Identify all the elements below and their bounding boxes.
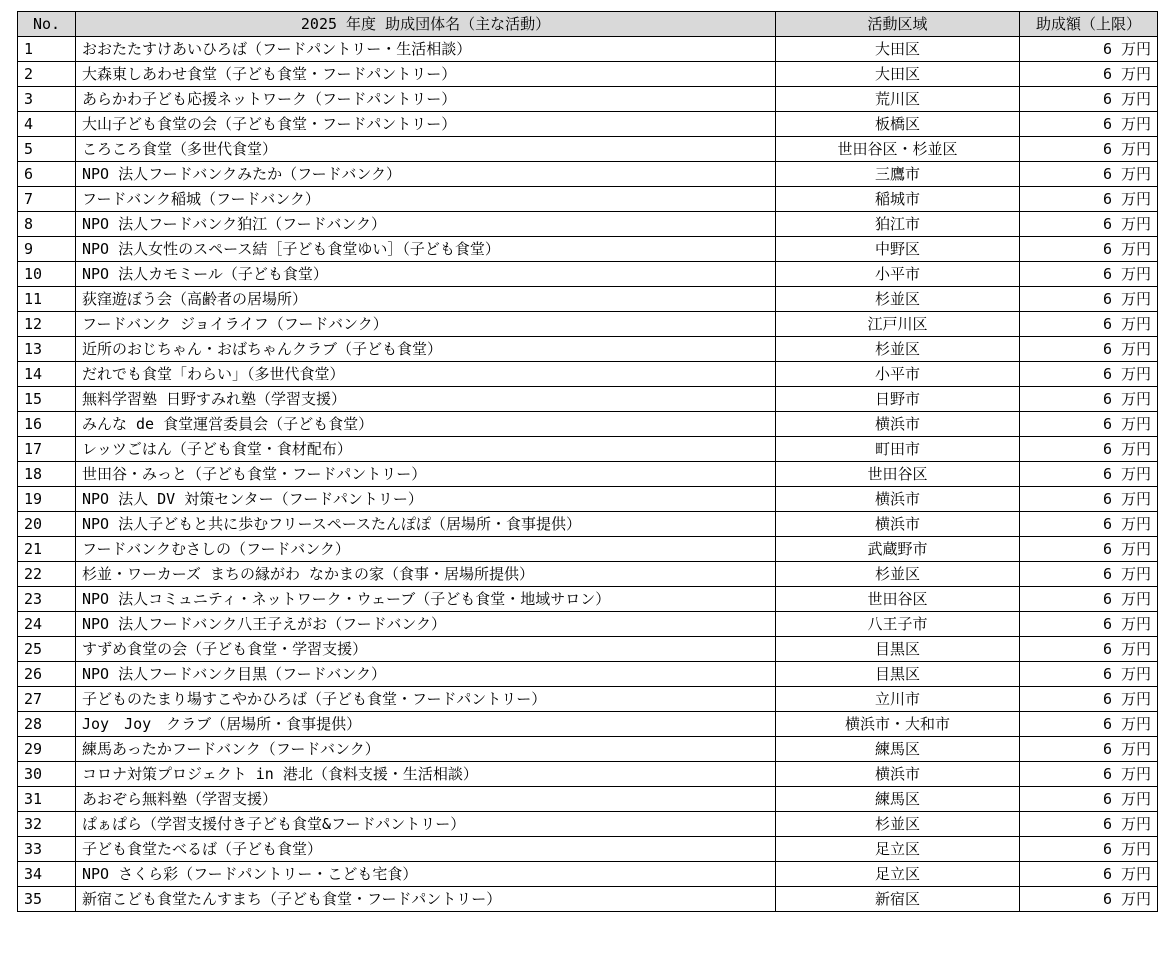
organization-name: フードバンク稲城（フードバンク） [76,187,776,212]
row-number: 7 [18,187,76,212]
row-number: 15 [18,387,76,412]
organization-name: みんな de 食堂運営委員会（子ども食堂） [76,412,776,437]
organization-name: 子ども食堂たべるば（子ども食堂） [76,837,776,862]
grant-amount: 6 万円 [1020,612,1158,637]
row-number: 21 [18,537,76,562]
activity-area: 江戸川区 [776,312,1020,337]
row-number: 4 [18,112,76,137]
grant-amount: 6 万円 [1020,287,1158,312]
table-row [18,62,1158,87]
table-row [18,337,1158,362]
organization-name: あおぞら無料塾（学習支援） [76,787,776,812]
row-number: 28 [18,712,76,737]
organization-name: Joy Joy クラブ（居場所・食事提供） [76,712,776,737]
row-number: 33 [18,837,76,862]
table-row [18,412,1158,437]
row-number: 9 [18,237,76,262]
grant-amount: 6 万円 [1020,837,1158,862]
organization-name: NPO 法人コミュニティ・ネットワーク・ウェーブ（子ども食堂・地域サロン） [76,587,776,612]
organization-name: フードバンクむさしの（フードバンク） [76,537,776,562]
activity-area: 板橋区 [776,112,1020,137]
grant-amount: 6 万円 [1020,387,1158,412]
row-number: 1 [18,37,76,62]
organization-name: だれでも食堂「わらい」（多世代食堂） [76,362,776,387]
organization-name: 近所のおじちゃん・おばちゃんクラブ（子ども食堂） [76,337,776,362]
grant-amount: 6 万円 [1020,137,1158,162]
activity-area: 大田区 [776,62,1020,87]
table-row [18,587,1158,612]
organization-name: あらかわ子ども応援ネットワーク（フードパントリー） [76,87,776,112]
table-body [18,37,1158,912]
organization-name: ぱぁぱら（学習支援付き子ども食堂&フードパントリー） [76,812,776,837]
activity-area: 杉並区 [776,337,1020,362]
grant-amount: 6 万円 [1020,512,1158,537]
grant-amount: 6 万円 [1020,637,1158,662]
organization-name: 新宿こども食堂たんすまち（子ども食堂・フードパントリー） [76,887,776,912]
activity-area: 荒川区 [776,87,1020,112]
organization-name: 練馬あったかフードバンク（フードバンク） [76,737,776,762]
row-number: 13 [18,337,76,362]
grant-amount: 6 万円 [1020,212,1158,237]
row-number: 30 [18,762,76,787]
grant-amount: 6 万円 [1020,87,1158,112]
organization-name: 荻窪遊ぼう会（高齢者の居場所） [76,287,776,312]
table-row [18,662,1158,687]
activity-area: 稲城市 [776,187,1020,212]
activity-area: 小平市 [776,262,1020,287]
row-number: 5 [18,137,76,162]
header-row [18,12,1158,37]
row-number: 16 [18,412,76,437]
grant-amount: 6 万円 [1020,162,1158,187]
activity-area: 中野区 [776,237,1020,262]
activity-area: 町田市 [776,437,1020,462]
row-number: 8 [18,212,76,237]
row-number: 26 [18,662,76,687]
activity-area: 世田谷区・杉並区 [776,137,1020,162]
organization-name: NPO 法人フードバンク八王子えがお（フードバンク） [76,612,776,637]
row-number: 22 [18,562,76,587]
grant-amount: 6 万円 [1020,812,1158,837]
organization-name: NPO 法人フードバンクみたか（フードバンク） [76,162,776,187]
organization-name: NPO 法人フードバンク狛江（フードバンク） [76,212,776,237]
row-number: 11 [18,287,76,312]
row-number: 27 [18,687,76,712]
row-number: 3 [18,87,76,112]
activity-area: 横浜市 [776,412,1020,437]
table-row [18,537,1158,562]
grant-amount: 6 万円 [1020,537,1158,562]
organization-name: NPO 法人女性のスペース結［子ども食堂ゆい］（子ども食堂） [76,237,776,262]
table-row [18,237,1158,262]
grant-amount: 6 万円 [1020,587,1158,612]
activity-area: 足立区 [776,837,1020,862]
organization-name: 杉並・ワーカーズ まちの縁がわ なかまの家（食事・居場所提供） [76,562,776,587]
organization-name: おおたたすけあいひろば（フードパントリー・生活相談） [76,37,776,62]
table-row [18,562,1158,587]
organization-name: NPO 法人子どもと共に歩むフリースペースたんぽぽ（居場所・食事提供） [76,512,776,537]
organization-name: レッツごはん（子ども食堂・食材配布） [76,437,776,462]
activity-area: 足立区 [776,862,1020,887]
table-row [18,312,1158,337]
table-row [18,187,1158,212]
organization-name: コロナ対策プロジェクト in 港北（食料支援・生活相談） [76,762,776,787]
grant-amount: 6 万円 [1020,312,1158,337]
activity-area: 武蔵野市 [776,537,1020,562]
activity-area: 杉並区 [776,562,1020,587]
table-row [18,37,1158,62]
activity-area: 三鷹市 [776,162,1020,187]
grant-amount: 6 万円 [1020,62,1158,87]
organization-name: NPO 法人 DV 対策センター（フードパントリー） [76,487,776,512]
table-row [18,837,1158,862]
table-row [18,287,1158,312]
activity-area: 練馬区 [776,737,1020,762]
activity-area: 横浜市 [776,512,1020,537]
grant-amount: 6 万円 [1020,687,1158,712]
header-activity-area: 活動区域 [776,12,1020,37]
row-number: 24 [18,612,76,637]
grant-amount: 6 万円 [1020,37,1158,62]
row-number: 10 [18,262,76,287]
grant-amount: 6 万円 [1020,462,1158,487]
row-number: 34 [18,862,76,887]
table-row [18,637,1158,662]
organization-name: NPO さくら彩（フードパントリー・こども宅食） [76,862,776,887]
row-number: 18 [18,462,76,487]
row-number: 32 [18,812,76,837]
organization-name: 大森東しあわせ食堂（子ども食堂・フードパントリー） [76,62,776,87]
row-number: 25 [18,637,76,662]
row-number: 17 [18,437,76,462]
table-row [18,862,1158,887]
activity-area: 小平市 [776,362,1020,387]
table-header [18,12,1158,37]
table-row [18,512,1158,537]
activity-area: 世田谷区 [776,587,1020,612]
row-number: 2 [18,62,76,87]
table-row [18,387,1158,412]
table-row [18,812,1158,837]
activity-area: 横浜市 [776,487,1020,512]
header-no: No. [18,12,76,37]
row-number: 12 [18,312,76,337]
activity-area: 横浜市・大和市 [776,712,1020,737]
table-row [18,262,1158,287]
grant-amount: 6 万円 [1020,487,1158,512]
row-number: 14 [18,362,76,387]
organization-name: フードバンク ジョイライフ（フードバンク） [76,312,776,337]
table-row [18,362,1158,387]
table-row [18,212,1158,237]
table-row [18,112,1158,137]
grant-amount: 6 万円 [1020,437,1158,462]
table-row [18,787,1158,812]
grant-amount: 6 万円 [1020,737,1158,762]
activity-area: 狛江市 [776,212,1020,237]
activity-area: 杉並区 [776,812,1020,837]
activity-area: 八王子市 [776,612,1020,637]
grant-amount: 6 万円 [1020,187,1158,212]
activity-area: 横浜市 [776,762,1020,787]
table-row [18,687,1158,712]
table-row [18,712,1158,737]
row-number: 29 [18,737,76,762]
table-row [18,462,1158,487]
row-number: 35 [18,887,76,912]
table-row [18,137,1158,162]
organization-name: NPO 法人フードバンク目黒（フードバンク） [76,662,776,687]
organization-name: ころころ食堂（多世代食堂） [76,137,776,162]
row-number: 6 [18,162,76,187]
row-number: 31 [18,787,76,812]
row-number: 20 [18,512,76,537]
grant-amount: 6 万円 [1020,887,1158,912]
activity-area: 目黒区 [776,637,1020,662]
table-row [18,487,1158,512]
table-row [18,737,1158,762]
grant-amount: 6 万円 [1020,412,1158,437]
header-grant-amount: 助成額（上限） [1020,12,1158,37]
row-number: 23 [18,587,76,612]
row-number: 19 [18,487,76,512]
grant-amount: 6 万円 [1020,562,1158,587]
grant-amount: 6 万円 [1020,337,1158,362]
activity-area: 練馬区 [776,787,1020,812]
header-organization-name: 2025 年度 助成団体名（主な活動） [76,12,776,37]
grant-amount: 6 万円 [1020,112,1158,137]
organization-name: NPO 法人カモミール（子ども食堂） [76,262,776,287]
table-row [18,762,1158,787]
organization-name: 世田谷・みっと（子ども食堂・フードパントリー） [76,462,776,487]
organization-name: 子どものたまり場すこやかひろば（子ども食堂・フードパントリー） [76,687,776,712]
grant-amount: 6 万円 [1020,362,1158,387]
activity-area: 日野市 [776,387,1020,412]
grant-amount: 6 万円 [1020,262,1158,287]
grant-amount: 6 万円 [1020,787,1158,812]
organization-name: 大山子ども食堂の会（子ども食堂・フードパントリー） [76,112,776,137]
activity-area: 新宿区 [776,887,1020,912]
organization-name: すずめ食堂の会（子ども食堂・学習支援） [76,637,776,662]
activity-area: 目黒区 [776,662,1020,687]
grant-amount: 6 万円 [1020,237,1158,262]
grant-amount: 6 万円 [1020,662,1158,687]
grant-amount: 6 万円 [1020,862,1158,887]
table-row [18,887,1158,912]
table-row [18,87,1158,112]
table-row [18,162,1158,187]
activity-area: 杉並区 [776,287,1020,312]
grant-amount: 6 万円 [1020,762,1158,787]
activity-area: 立川市 [776,687,1020,712]
grant-amount: 6 万円 [1020,712,1158,737]
activity-area: 大田区 [776,37,1020,62]
table-row [18,612,1158,637]
grant-recipients-table [17,11,1158,912]
activity-area: 世田谷区 [776,462,1020,487]
table-row [18,437,1158,462]
organization-name: 無料学習塾 日野すみれ塾（学習支援） [76,387,776,412]
